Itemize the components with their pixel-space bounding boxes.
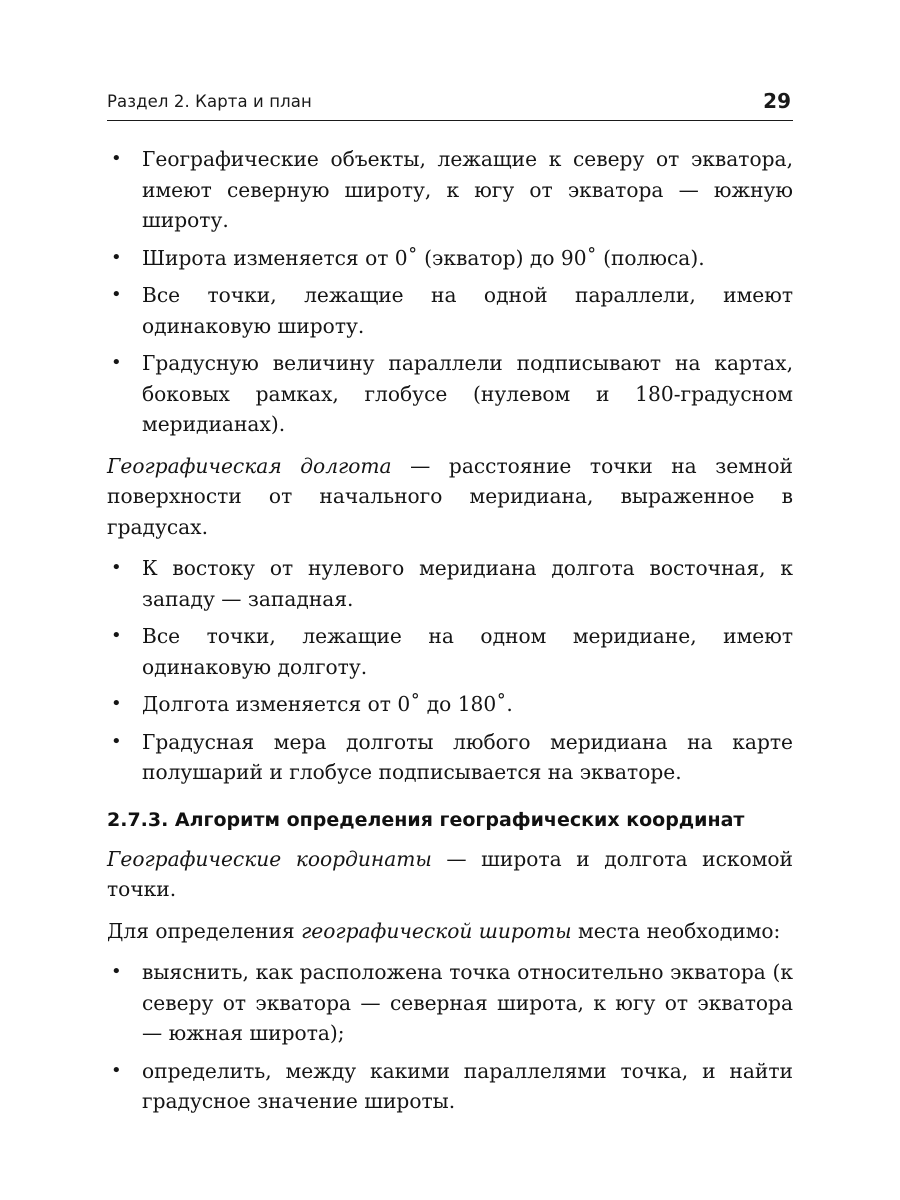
list-item [107,243,793,274]
list-item-text: выяснить, как расположена точка относительно экватора (к северу от экватора — северная широта, к югу от экватора — южная широта); [142,960,793,1045]
list-item [107,144,793,236]
list-item-text: Широта изменяется от 0˚ (экватор) до 90˚ (полюса). [142,245,705,270]
list-item [107,689,793,720]
bullet-icon: • [111,961,122,982]
bullet-icon: • [111,693,122,714]
list-item-text: Географические объекты, лежащие к северу от экватора, имеют северную широту, к югу от экватора — южную широту. [142,147,793,232]
latitude-steps-list [107,957,793,1117]
bullet-icon: • [111,625,122,646]
definition-text: — широта и долгота искомой точки. [107,846,794,901]
coordinates-definition [107,844,793,905]
defined-term: географической широты [301,918,572,943]
bullet-icon: • [111,352,122,373]
bullet-icon: • [111,148,122,169]
list-item-text: Градусную величину параллели подписывают на картах, боковых рамках, глобусе (нулевом и 180-градусном меридианах). [142,351,793,436]
latitude-intro [107,916,793,947]
list-item-text: Все точки, лежащие на одном меридиане, имеют одинаковую долготу. [142,624,793,679]
defined-term: Географическая долгота [107,453,392,478]
bullet-icon: • [111,730,122,752]
list-item [107,280,793,341]
intro-text-after: места необходимо: [571,918,781,943]
bullet-icon: • [111,246,122,268]
page-number: 29 [763,89,791,113]
list-item [107,553,793,614]
list-item [107,1056,793,1117]
list-item-text: определить, между какими параллелями точка, и найти градусное значение широты. [142,1058,793,1113]
running-header [107,88,793,121]
list-item [107,348,793,440]
list-item [107,727,793,788]
section-title: Раздел 2. Карта и план [107,92,312,111]
longitude-definition [107,451,793,543]
bullet-icon: • [111,557,122,578]
bullet-icon: • [111,1059,122,1081]
list-item-text: Долгота изменяется от 0˚ до 180˚. [142,692,513,716]
list-item [107,957,793,1049]
list-item-text: Градусная мера долготы любого меридиана на карте полушарий и глобусе подписывается на экваторе. [142,729,793,784]
section-heading: 2.7.3. Алгоритм определения географических координат [107,808,745,831]
list-item-text: К востоку от нулевого меридиана долгота восточная, к западу — западная. [142,556,793,611]
defined-term: Географические координаты [107,846,432,871]
page-content [107,144,793,1128]
list-item-text: Все точки, лежащие на одной параллели, имеют одинаковую широту. [142,283,793,338]
latitude-facts-list [107,144,793,440]
bullet-icon: • [111,284,122,305]
definition-text: — расстояние точки на земной поверхности от начального меридиана, выраженное в градусах. [107,453,793,539]
intro-text-before: Для определения [107,918,302,943]
list-item [107,621,793,682]
longitude-facts-list [107,553,793,788]
